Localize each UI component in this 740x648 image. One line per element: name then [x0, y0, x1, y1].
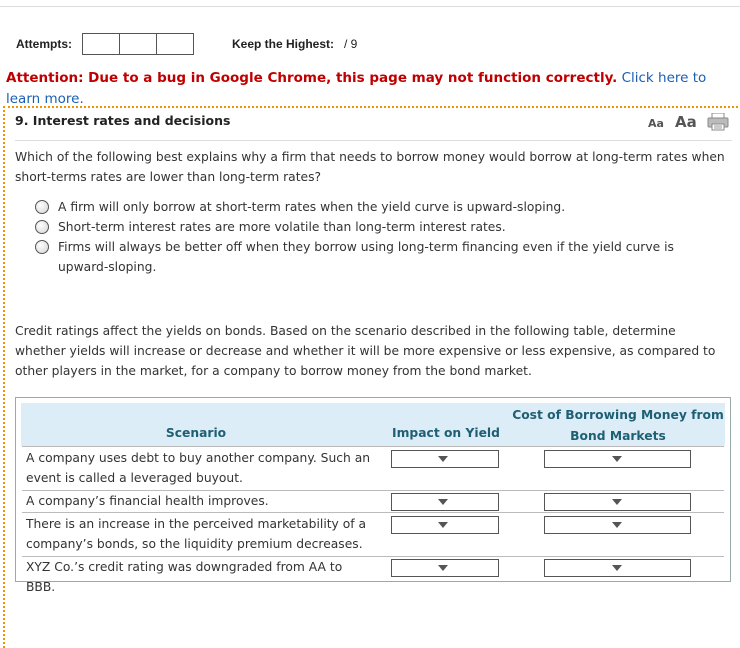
notice-warning: Attention: Due to a bug in Google Chrome, this page may not function correctly.	[6, 70, 618, 86]
cost-of-borrowing-dropdown[interactable]	[544, 493, 691, 511]
impact-on-yield-dropdown[interactable]	[391, 493, 499, 511]
printer-icon[interactable]	[707, 113, 729, 131]
answer-option[interactable]	[35, 237, 695, 277]
question-title: 9. Interest rates and decisions	[15, 113, 231, 128]
option-label: Firms will always be better off when they borrow using long-term financing even if the yield curve is upward-sloping.	[58, 240, 674, 274]
keep-highest-value: / 9	[344, 37, 358, 51]
learn-more-link[interactable]: Click here to learn more.	[6, 70, 707, 107]
impact-on-yield-dropdown[interactable]	[391, 516, 499, 534]
header-impact-on-yield: Impact on Yield	[392, 426, 500, 440]
question-text: Which of the following best explains why a firm that needs to borrow money would borrow at long-term rates when short-terms rates are lower than long-term rates?	[15, 150, 725, 184]
scenario-cell: A company’s financial health improves.	[26, 494, 269, 508]
header-cost-of-borrowing: Cost of Borrowing Money from Bond Markets	[512, 408, 724, 443]
font-size-large-button[interactable]: Aa	[675, 113, 697, 131]
impact-on-yield-dropdown[interactable]	[391, 450, 499, 468]
option-label: Short-term interest rates are more volatile than long-term interest rates.	[58, 220, 506, 234]
keep-highest-label: Keep the Highest:	[232, 37, 335, 51]
attempts-label: Attempts:	[16, 37, 72, 51]
scenario-cell: A company uses debt to buy another company. Such an event is called a leveraged buyout.	[26, 451, 371, 485]
row-divider	[22, 512, 724, 513]
browser-notice	[6, 68, 726, 110]
header-scenario: Scenario	[165, 426, 227, 440]
answer-options	[35, 197, 695, 277]
scenario-cell: There is an increase in the perceived marketability of a company’s bonds, so the liquidity premium decreases.	[26, 517, 367, 551]
attempt-box	[120, 34, 157, 54]
cost-of-borrowing-dropdown[interactable]	[544, 559, 691, 577]
cost-of-borrowing-dropdown[interactable]	[544, 450, 691, 468]
radio-button[interactable]	[35, 220, 49, 234]
font-size-small-button[interactable]: Aa	[648, 117, 664, 130]
attempts-bar	[16, 33, 357, 55]
answer-option[interactable]	[35, 217, 695, 237]
radio-button[interactable]	[35, 200, 49, 214]
answer-option[interactable]	[35, 197, 695, 217]
scenario-cell: XYZ Co.’s credit rating was downgraded from AA to BBB.	[26, 560, 343, 594]
attempt-box	[157, 34, 193, 54]
attempts-boxes	[82, 33, 194, 55]
option-label: A firm will only borrow at short-term rates when the yield curve is upward-sloping.	[58, 200, 566, 214]
top-toolbar-edge	[0, 0, 740, 7]
radio-button[interactable]	[35, 240, 49, 254]
credit-question-text: Credit ratings affect the yields on bonds. Based on the scenario described in the following table, determine whether yields will increase or decrease and whether it will be more expensive or less expensive, as compared to other players in the market, for a company to borrow money from the bond market.	[15, 324, 716, 378]
scenario-table	[15, 397, 731, 594]
cost-of-borrowing-dropdown[interactable]	[544, 516, 691, 534]
impact-on-yield-dropdown[interactable]	[391, 559, 499, 577]
question-divider	[15, 140, 732, 141]
attempt-box	[83, 34, 120, 54]
row-divider	[22, 446, 724, 447]
